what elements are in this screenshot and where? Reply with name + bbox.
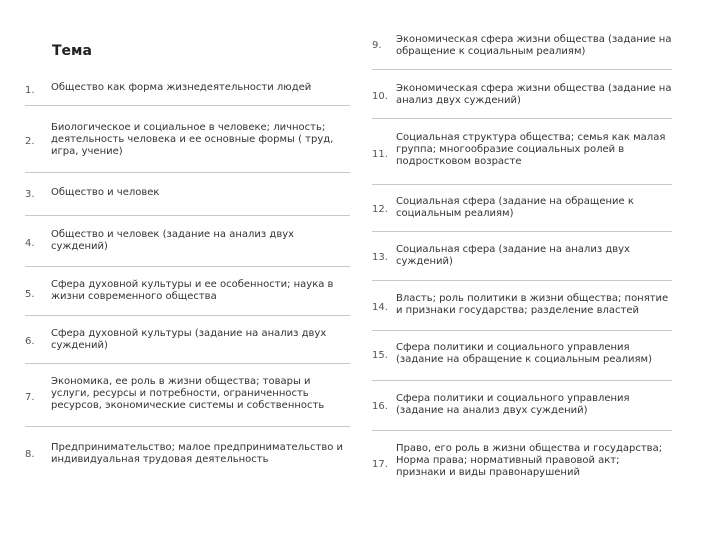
topic-text: Биологическое и социальное в человеке; личность; деятельность человека и ее основные формы ( труд, игра, учение)	[51, 122, 334, 157]
topic-text: Сфера духовной культуры и ее особенности; наука в жизни современного общества	[51, 279, 334, 302]
topic-number: 10.	[372, 91, 388, 102]
topic-text: Сфера духовной культуры (задание на анализ двух суждений)	[51, 328, 327, 351]
topic-number: 6.	[25, 336, 35, 347]
topic-number: 1.	[25, 85, 35, 96]
topic-number: 4.	[25, 238, 35, 249]
divider	[372, 118, 672, 119]
topic-text: Социальная структура общества; семья как малая группа; многообразие социальных ролей в подростковом возрасте	[396, 132, 666, 167]
divider	[372, 184, 672, 185]
topic-number: 17.	[372, 459, 388, 470]
topic-text: Социальная сфера (задание на анализ двух суждений)	[396, 244, 630, 267]
topic-text: Предпринимательство; малое предпринимательство и индивидуальная трудовая деятельность	[51, 442, 344, 465]
topic-number: 11.	[372, 149, 388, 160]
divider	[372, 69, 672, 70]
divider	[25, 105, 350, 106]
topic-text: Общество как форма жизнедеятельности людей	[51, 82, 312, 93]
topic-number: 15.	[372, 350, 388, 361]
topic-text: Право, его роль в жизни общества и государства; Норма права; нормативный правовой акт; признаки и виды правонарушений	[396, 443, 663, 478]
topic-number: 2.	[25, 136, 35, 147]
topic-number: 16.	[372, 401, 388, 412]
topic-text: Общество и человек (задание на анализ двух суждений)	[51, 229, 295, 252]
divider	[372, 380, 672, 381]
divider	[25, 266, 350, 267]
divider	[25, 172, 350, 173]
divider	[372, 330, 672, 331]
divider	[372, 280, 672, 281]
divider	[25, 215, 350, 216]
topic-text: Экономика, ее роль в жизни общества; товары и услуги, ресурсы и потребности, ограниченность ресурсов, экономические системы и собственность	[51, 376, 325, 411]
topic-text: Экономическая сфера жизни общества (задание на обращение к социальным реалиям)	[396, 34, 672, 57]
topic-number: 5.	[25, 289, 35, 300]
topic-number: 9.	[372, 40, 382, 51]
topic-number: 14.	[372, 302, 388, 313]
divider	[25, 315, 350, 316]
topic-text: Экономическая сфера жизни общества (задание на анализ двух суждений)	[396, 83, 672, 106]
topic-number: 3.	[25, 189, 35, 200]
topic-number: 8.	[25, 449, 35, 460]
divider	[25, 363, 350, 364]
topic-text: Сфера политики и социального управления (задание на анализ двух суждений)	[396, 393, 630, 416]
topic-text: Социальная сфера (задание на обращение к социальным реалиям)	[396, 196, 634, 219]
divider	[25, 426, 350, 427]
topic-text: Власть; роль политики в жизни общества; понятие и признаки государства; разделение властей	[396, 293, 669, 316]
divider	[372, 430, 672, 431]
topic-number: 13.	[372, 252, 388, 263]
page-title: Тема	[52, 43, 92, 59]
topic-number: 7.	[25, 392, 35, 403]
topic-text: Сфера политики и социального управления (задание на обращение к социальным реалиям)	[396, 342, 652, 365]
topic-text: Общество и человек	[51, 187, 160, 198]
divider	[372, 231, 672, 232]
topic-number: 12.	[372, 204, 388, 215]
